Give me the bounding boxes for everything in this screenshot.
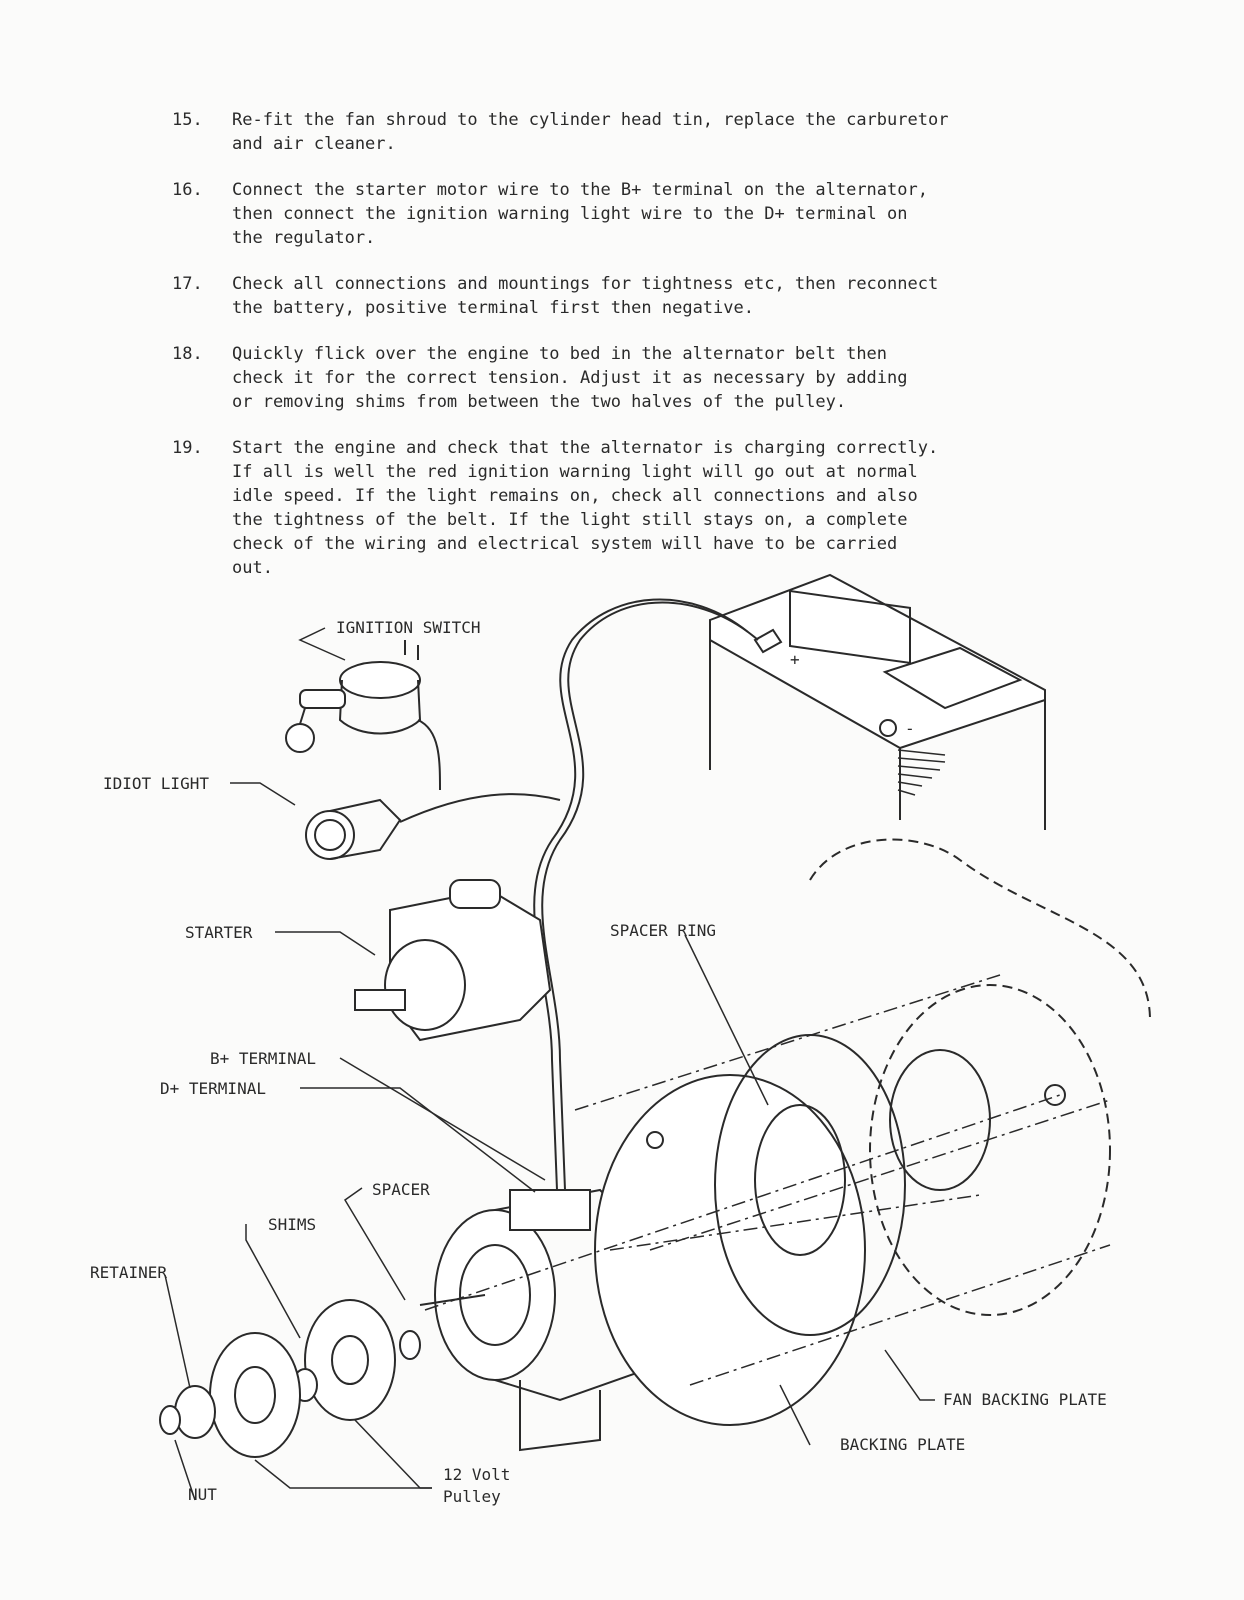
- label-shims: SHIMS: [268, 1215, 317, 1234]
- label-pulley-line2: Pulley: [443, 1487, 501, 1506]
- label-retainer: RETAINER: [90, 1263, 168, 1282]
- label-d-plus-terminal: D+ TERMINAL: [160, 1079, 266, 1098]
- label-spacer: SPACER: [372, 1180, 430, 1199]
- label-ignition-switch: IGNITION SWITCH: [336, 618, 481, 637]
- label-spacer-ring: SPACER RING: [610, 921, 716, 940]
- step-text: Connect the starter motor wire to the B+ terminal on the alternator, then connect the ignition warning light wire to the D+ terminal on the regulator.: [232, 180, 928, 248]
- idiot-light-drawing: [306, 794, 560, 859]
- step-text: Quickly flick over the engine to bed in the alternator belt then check it for the correct tension. Adjust it as necessary by adding or removing shims from between the two halves of the pulley.: [232, 344, 908, 412]
- label-idiot-light: IDIOT LIGHT: [103, 774, 209, 793]
- step-number: 16.: [172, 180, 203, 200]
- label-pulley-line1: 12 Volt: [443, 1465, 511, 1484]
- step-number: 15.: [172, 110, 203, 130]
- step-text: Check all connections and mountings for tightness etc, then reconnect the battery, positive terminal first then negative.: [232, 274, 939, 318]
- backing-plate-drawing: [595, 1035, 905, 1425]
- label-nut: NUT: [188, 1485, 217, 1504]
- step-number: 18.: [172, 344, 203, 364]
- pulley-drawing: [160, 1300, 420, 1457]
- label-backing-plate: BACKING PLATE: [840, 1435, 966, 1454]
- ignition-switch-drawing: [286, 640, 440, 790]
- label-fan-backing-plate: FAN BACKING PLATE: [943, 1390, 1107, 1409]
- label-b-plus-terminal: B+ TERMINAL: [210, 1049, 316, 1068]
- label-battery-negative: -: [905, 719, 915, 738]
- label-starter: STARTER: [185, 923, 253, 942]
- label-battery-positive: +: [790, 650, 800, 669]
- step-text: Re-fit the fan shroud to the cylinder head tin, replace the carburetor and air cleaner.: [232, 110, 949, 154]
- step-number: 19.: [172, 438, 203, 458]
- step-number: 17.: [172, 274, 203, 294]
- step-text: Start the engine and check that the alternator is charging correctly. If all is well the red ignition warning light will go out at normal idle speed. If the light remains on, check all connections and also the tightness of the belt. If the light still stays on, a complete check of the wiring and electrical system will have to be carried out.: [232, 438, 939, 578]
- starter-drawing: [355, 880, 550, 1040]
- battery-drawing: [710, 575, 1045, 830]
